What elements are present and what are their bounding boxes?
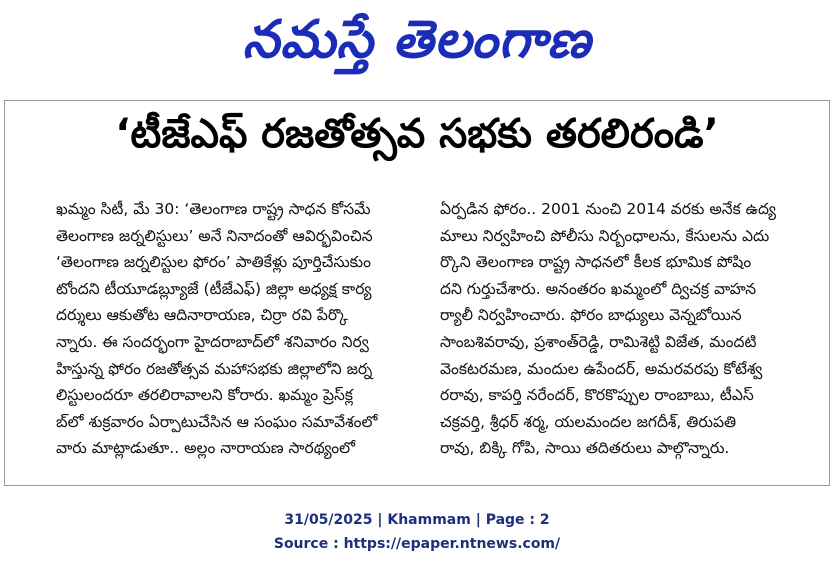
article-line: సాంబశివరావు, ప్రశాంత్‌రెడ్డి, రామిశెట్టి విజేత, మందటి [440,332,757,351]
article-line: ర్కొని తెలంగాణ రాష్ట్ర సాధనలో కీలక భూమిక పోషిం [440,253,752,272]
source-footer [0,508,834,556]
top-divider [4,100,830,101]
article-line: బ్‌లో శుక్రవారం ఏర్పాటుచేసిన ఆ సంఘం సమావేశంలో [56,412,378,431]
article-line: రావు, బిక్కి గోపి, సాయి తదితరులు పాల్గొన్నారు. [440,439,730,458]
article-headline: ‘టీజేఎఫ్ రజతోత్సవ సభకు తరలిరండి’ [115,111,719,157]
article-column-right [440,196,812,462]
article-line: ఏర్పడిన ఫోరం.. 2001 నుంచి 2014 వరకు అనేక ఉద్య [440,200,776,218]
article-column-left [56,196,428,462]
article-line: దని గుర్తుచేశారు. అనంతరం ఖమ్మంలో ద్విచక్ర వాహన [440,279,757,298]
article-line: టోందని టీయూడబ్ల్యూజే (టీజేఎఫ్) జిల్లా అధ్యక్ష కార్య [56,279,372,298]
article-line: ఖమ్మం సిటీ, మే 30: ‘తెలంగాణ రాష్ట్ర సాధన కోసమే [56,200,371,218]
article-line: ర్యాలీ నిర్వహించారు. ఫోరం బాధ్యులు వెన్నబోయిన [440,306,742,325]
article-line: చక్రవర్తి, శ్రీధర్ శర్మ, యలమందల జగదీశ్, తిరుపతి [440,412,737,431]
footer-date-edition: 31/05/2025 | Khammam | Page : 2 [284,512,550,528]
article-line: ‘తెలంగాణ జర్నలిస్టుల ఫోరం’ పాతికేళ్లు పూర్తిచేసుకుం [56,253,371,272]
masthead-title: నమస్తే తెలంగాణ [242,10,592,70]
article-line: హిస్తున్న ఫోరం రజతోత్సవ మహాసభకు జిల్లాలోని జర్న [56,359,373,378]
article-line: వారు మాట్లాడుతూ.. అల్లం నారాయణ సారథ్యంలో [56,439,356,458]
masthead [0,0,834,96]
article-line: మాలు నిర్వహించి పోలీసు నిర్బంధాలను, కేసులను ఎదు [440,226,770,245]
article-line: న్నారు. ఈ సందర్భంగా హైదరాబాద్‌లో శనివారం నిర్వ [56,332,369,351]
article-line: తెలంగాణ జర్నలిస్టులు’ అనే నినాదంతో ఆవిర్భవించిన [56,226,373,245]
bottom-divider [4,485,830,486]
right-border [829,100,830,485]
article-line: వెంకటరమణ, మందుల ఉపేందర్, అమరవరపు కోటేశ్వ [440,359,763,378]
article-line: రరావు, కాపర్తి నరేందర్, కొరకొప్పుల రాంబాబు, టీఎస్ [440,386,754,405]
article-line: దర్శులు ఆకుతోట ఆదినారాయణ, చిర్రా రవి పేర్కొ [56,306,348,325]
article-line: లిస్టులందరూ తరలిరావాలని కోరారు. ఖమ్మం ప్రెస్‌క్ల [56,386,353,405]
footer-source-link[interactable]: Source : https://epaper.ntnews.com/ [273,536,561,552]
left-border [4,100,5,485]
